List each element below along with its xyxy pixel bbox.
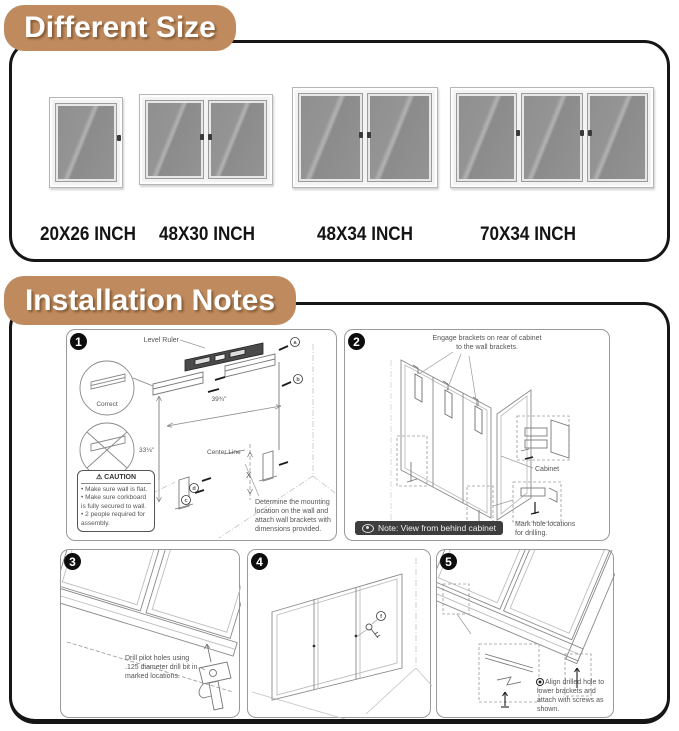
- size-label-20x26: 20X26 INCH: [39, 224, 136, 245]
- drilling-drawing: [61, 550, 241, 719]
- size-label-48x30: 48X30 INCH: [158, 224, 255, 245]
- step-2-diagram: [344, 329, 610, 541]
- marker-b: b: [296, 377, 300, 383]
- lock-icon: [588, 130, 592, 136]
- step-5-number: 5: [440, 553, 457, 570]
- cabinet-door: [208, 100, 267, 179]
- caution-item: • Make sure corkboard is fully secured to wall.: [81, 494, 147, 510]
- size-label-48x34: 48X34 INCH: [316, 224, 413, 245]
- cabinet-door: [298, 93, 363, 182]
- different-size-title: Different Size: [4, 5, 236, 51]
- lock-icon: [580, 130, 584, 136]
- center-line-label: Center Line: [207, 449, 241, 456]
- x-dimension: X: [246, 471, 252, 480]
- view-note-badge: [355, 521, 503, 535]
- lock-icon: [117, 135, 121, 141]
- marker-a: a: [293, 340, 297, 346]
- caution-item: • 2 people required for assembly.: [81, 511, 146, 527]
- cabinet-48x34: [292, 87, 438, 188]
- lock-icon: [208, 134, 212, 140]
- step-4-number: 4: [251, 553, 268, 570]
- cabinet-door: [367, 93, 432, 182]
- cabinet-door: [55, 103, 117, 182]
- mark-holes-note: Mark hole locations for drilling.: [515, 521, 576, 538]
- cabinet-20x26: [49, 97, 123, 188]
- caution-title: CAUTION: [104, 474, 137, 481]
- lock-icon: [359, 132, 363, 138]
- cabinet-door: [145, 100, 204, 179]
- view-note-text: Note: View from behind cabinet: [378, 523, 496, 533]
- step-4-diagram: [247, 549, 431, 718]
- drill-note: Drill pilot holes using .125 diameter drill bit in marked locations.: [125, 655, 198, 681]
- cabinet-48x30: [139, 94, 273, 185]
- installation-notes-title: Installation Notes: [4, 276, 296, 325]
- mounted-cabinet-drawing: [248, 550, 432, 719]
- key-marker: f: [380, 614, 382, 621]
- caution-box: [77, 470, 155, 532]
- lock-icon: [200, 134, 204, 140]
- cabinet-door: [587, 93, 648, 182]
- mounting-note: Determine the mounting location on the wall and attach wall brackets with dimensions provided.: [255, 499, 331, 534]
- marker-c: c: [184, 498, 188, 504]
- step-1-number: 1: [70, 333, 87, 350]
- step-3-diagram: [60, 549, 240, 718]
- step-3-number: 3: [64, 553, 81, 570]
- width-dimension: 39¾": [211, 396, 227, 403]
- lock-icon: [516, 130, 520, 136]
- cabinet-70x34: [450, 87, 654, 188]
- step-5-diagram: [436, 549, 614, 718]
- lock-icon: [367, 132, 371, 138]
- warning-icon: ⚠: [95, 474, 103, 481]
- step-1-diagram: [66, 329, 337, 541]
- height-dimension: 33⅛": [139, 447, 154, 454]
- cabinet-door: [521, 93, 582, 182]
- step-2-number: 2: [348, 333, 365, 350]
- align-note-text: Align drilled hole to lower brackets and attach with screws as shown.: [537, 679, 605, 714]
- size-label-70x34: 70X34 INCH: [479, 224, 576, 245]
- cabinet-label: Cabinet: [535, 466, 560, 473]
- marker-d: d: [192, 486, 196, 492]
- correct-label: Correct: [96, 401, 118, 408]
- level-ruler-label: Level Ruler: [143, 337, 179, 344]
- align-note: [537, 678, 611, 714]
- cabinet-door: [456, 93, 517, 182]
- rear-cabinet-drawing: [345, 330, 611, 542]
- screw-marker-icon: [537, 679, 543, 685]
- caution-item: • Make sure wall is flat.: [81, 486, 148, 493]
- eye-icon: [362, 524, 374, 533]
- engage-brackets-note: Engage brackets on rear of cabinet to the wall brackets.: [432, 335, 542, 352]
